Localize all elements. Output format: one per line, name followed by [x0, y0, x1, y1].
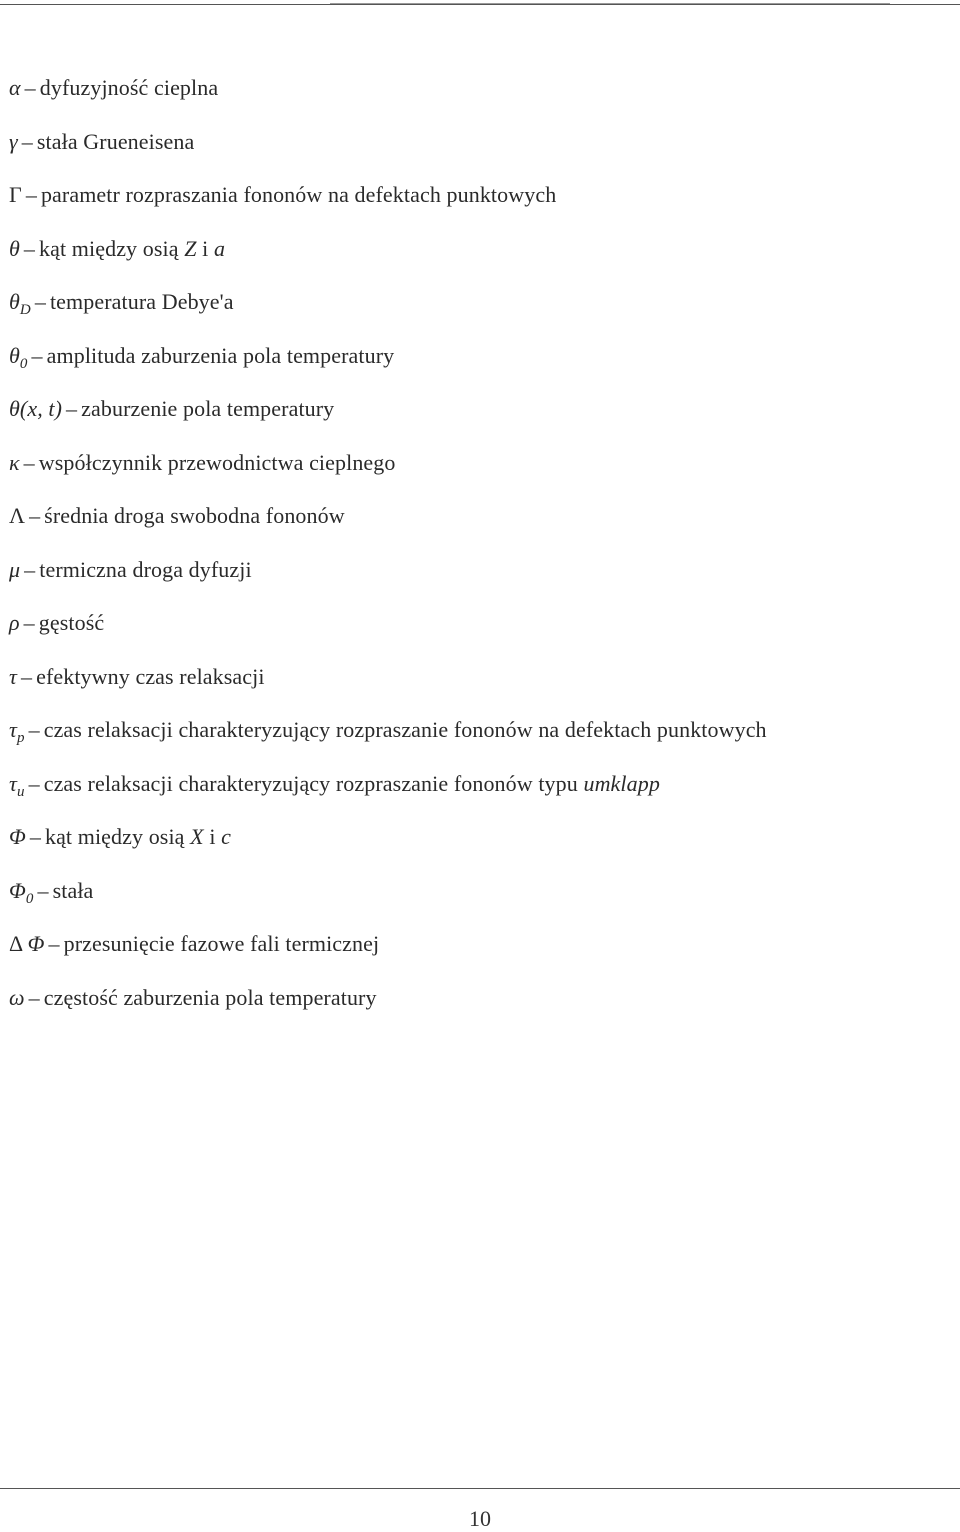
list-item	[9, 712, 767, 766]
description: średnia droga swobodna fononów	[44, 503, 345, 528]
list-item	[9, 231, 767, 285]
description-italic-term: umklapp	[583, 770, 660, 796]
list-item	[9, 552, 767, 606]
description: temperatura Debye'a	[49, 289, 234, 314]
description: zaburzenie pola temperatury	[81, 396, 335, 421]
description: kąt między osią	[44, 824, 185, 849]
symbol: μ	[9, 556, 21, 582]
dash: –	[37, 877, 49, 903]
list-item	[9, 284, 767, 338]
top-rule	[0, 4, 960, 5]
symbol: Φ	[27, 931, 45, 956]
symbol: θ(x, t)	[9, 396, 63, 421]
symbol: τ	[9, 717, 17, 742]
symbol-subscript: u	[16, 783, 25, 800]
footer-rule	[0, 1488, 960, 1489]
description-variable: c	[221, 824, 232, 849]
symbol: Φ	[9, 824, 26, 849]
symbol: α	[9, 75, 21, 100]
list-item	[9, 659, 767, 713]
description-variable: a	[214, 235, 226, 261]
description: termiczna droga dyfuzji	[39, 556, 252, 582]
description: czas relaksacji charakteryzujący rozpraszanie fononów typu	[43, 770, 578, 796]
description: stała	[52, 877, 94, 903]
description: efektywny czas relaksacji	[36, 663, 265, 689]
symbol-subscript: 0	[19, 355, 28, 372]
symbol: θ	[9, 289, 20, 314]
symbol: ρ	[9, 610, 20, 635]
dash: –	[66, 396, 78, 421]
list-item	[9, 819, 767, 873]
description: parametr rozpraszania fononów na defektach punktowych	[40, 182, 557, 207]
description: współczynnik przewodnictwa cieplnego	[38, 449, 396, 475]
description: czas relaksacji charakteryzujący rozpraszanie fononów na defektach punktowych	[43, 717, 767, 742]
symbol: Λ	[9, 503, 26, 528]
dash: –	[24, 556, 36, 582]
symbol-list	[9, 70, 767, 1033]
symbol-prefix: Δ	[9, 931, 23, 956]
symbol-subscript: 0	[25, 890, 34, 907]
list-item	[9, 124, 767, 178]
dash: –	[23, 610, 35, 635]
symbol: γ	[9, 128, 18, 154]
symbol: Γ	[9, 182, 22, 207]
dash: –	[25, 182, 37, 207]
dash: –	[21, 128, 33, 154]
description: kąt między osią	[39, 235, 179, 261]
dash: –	[48, 931, 60, 956]
list-item	[9, 445, 767, 499]
symbol: τ	[9, 770, 17, 796]
dash: –	[24, 75, 36, 100]
dash: –	[34, 289, 46, 314]
dash: –	[31, 342, 43, 368]
description: gęstość	[38, 610, 105, 635]
symbol: θ	[9, 342, 20, 368]
dash: –	[29, 824, 41, 849]
dash: –	[28, 717, 40, 742]
description-variable: X	[190, 824, 204, 849]
dash: –	[23, 235, 36, 261]
dash: –	[23, 449, 35, 475]
dash: –	[28, 770, 40, 796]
description: amplituda zaburzenia pola temperatury	[46, 342, 395, 368]
description: dyfuzyjność cieplna	[39, 75, 219, 100]
description-variable: Z	[184, 235, 197, 261]
list-item	[9, 391, 767, 445]
symbol: κ	[9, 449, 20, 475]
symbol-subscript: D	[19, 302, 31, 318]
list-item	[9, 766, 767, 820]
list-item	[9, 873, 767, 927]
top-rule-faint	[330, 3, 890, 4]
description-connector: i	[209, 824, 216, 849]
dash: –	[28, 984, 40, 1010]
symbol: Φ	[9, 877, 26, 903]
list-item	[9, 498, 767, 552]
list-item	[9, 70, 767, 124]
list-item	[9, 338, 767, 392]
dash: –	[29, 503, 41, 528]
page-number: 10	[469, 1506, 491, 1531]
description: częstość zaburzenia pola temperatury	[43, 984, 377, 1010]
dash: –	[20, 663, 33, 689]
description-connector: i	[202, 235, 209, 261]
symbol: τ	[9, 663, 17, 689]
symbol-subscript: p	[16, 730, 25, 746]
list-item	[9, 605, 767, 659]
symbol: ω	[9, 984, 25, 1010]
description: przesunięcie fazowe fali termicznej	[63, 931, 380, 956]
list-item	[9, 926, 767, 980]
description: stała Grueneisena	[36, 128, 195, 154]
list-item	[9, 177, 767, 231]
symbol: θ	[9, 235, 20, 261]
list-item	[9, 980, 767, 1034]
